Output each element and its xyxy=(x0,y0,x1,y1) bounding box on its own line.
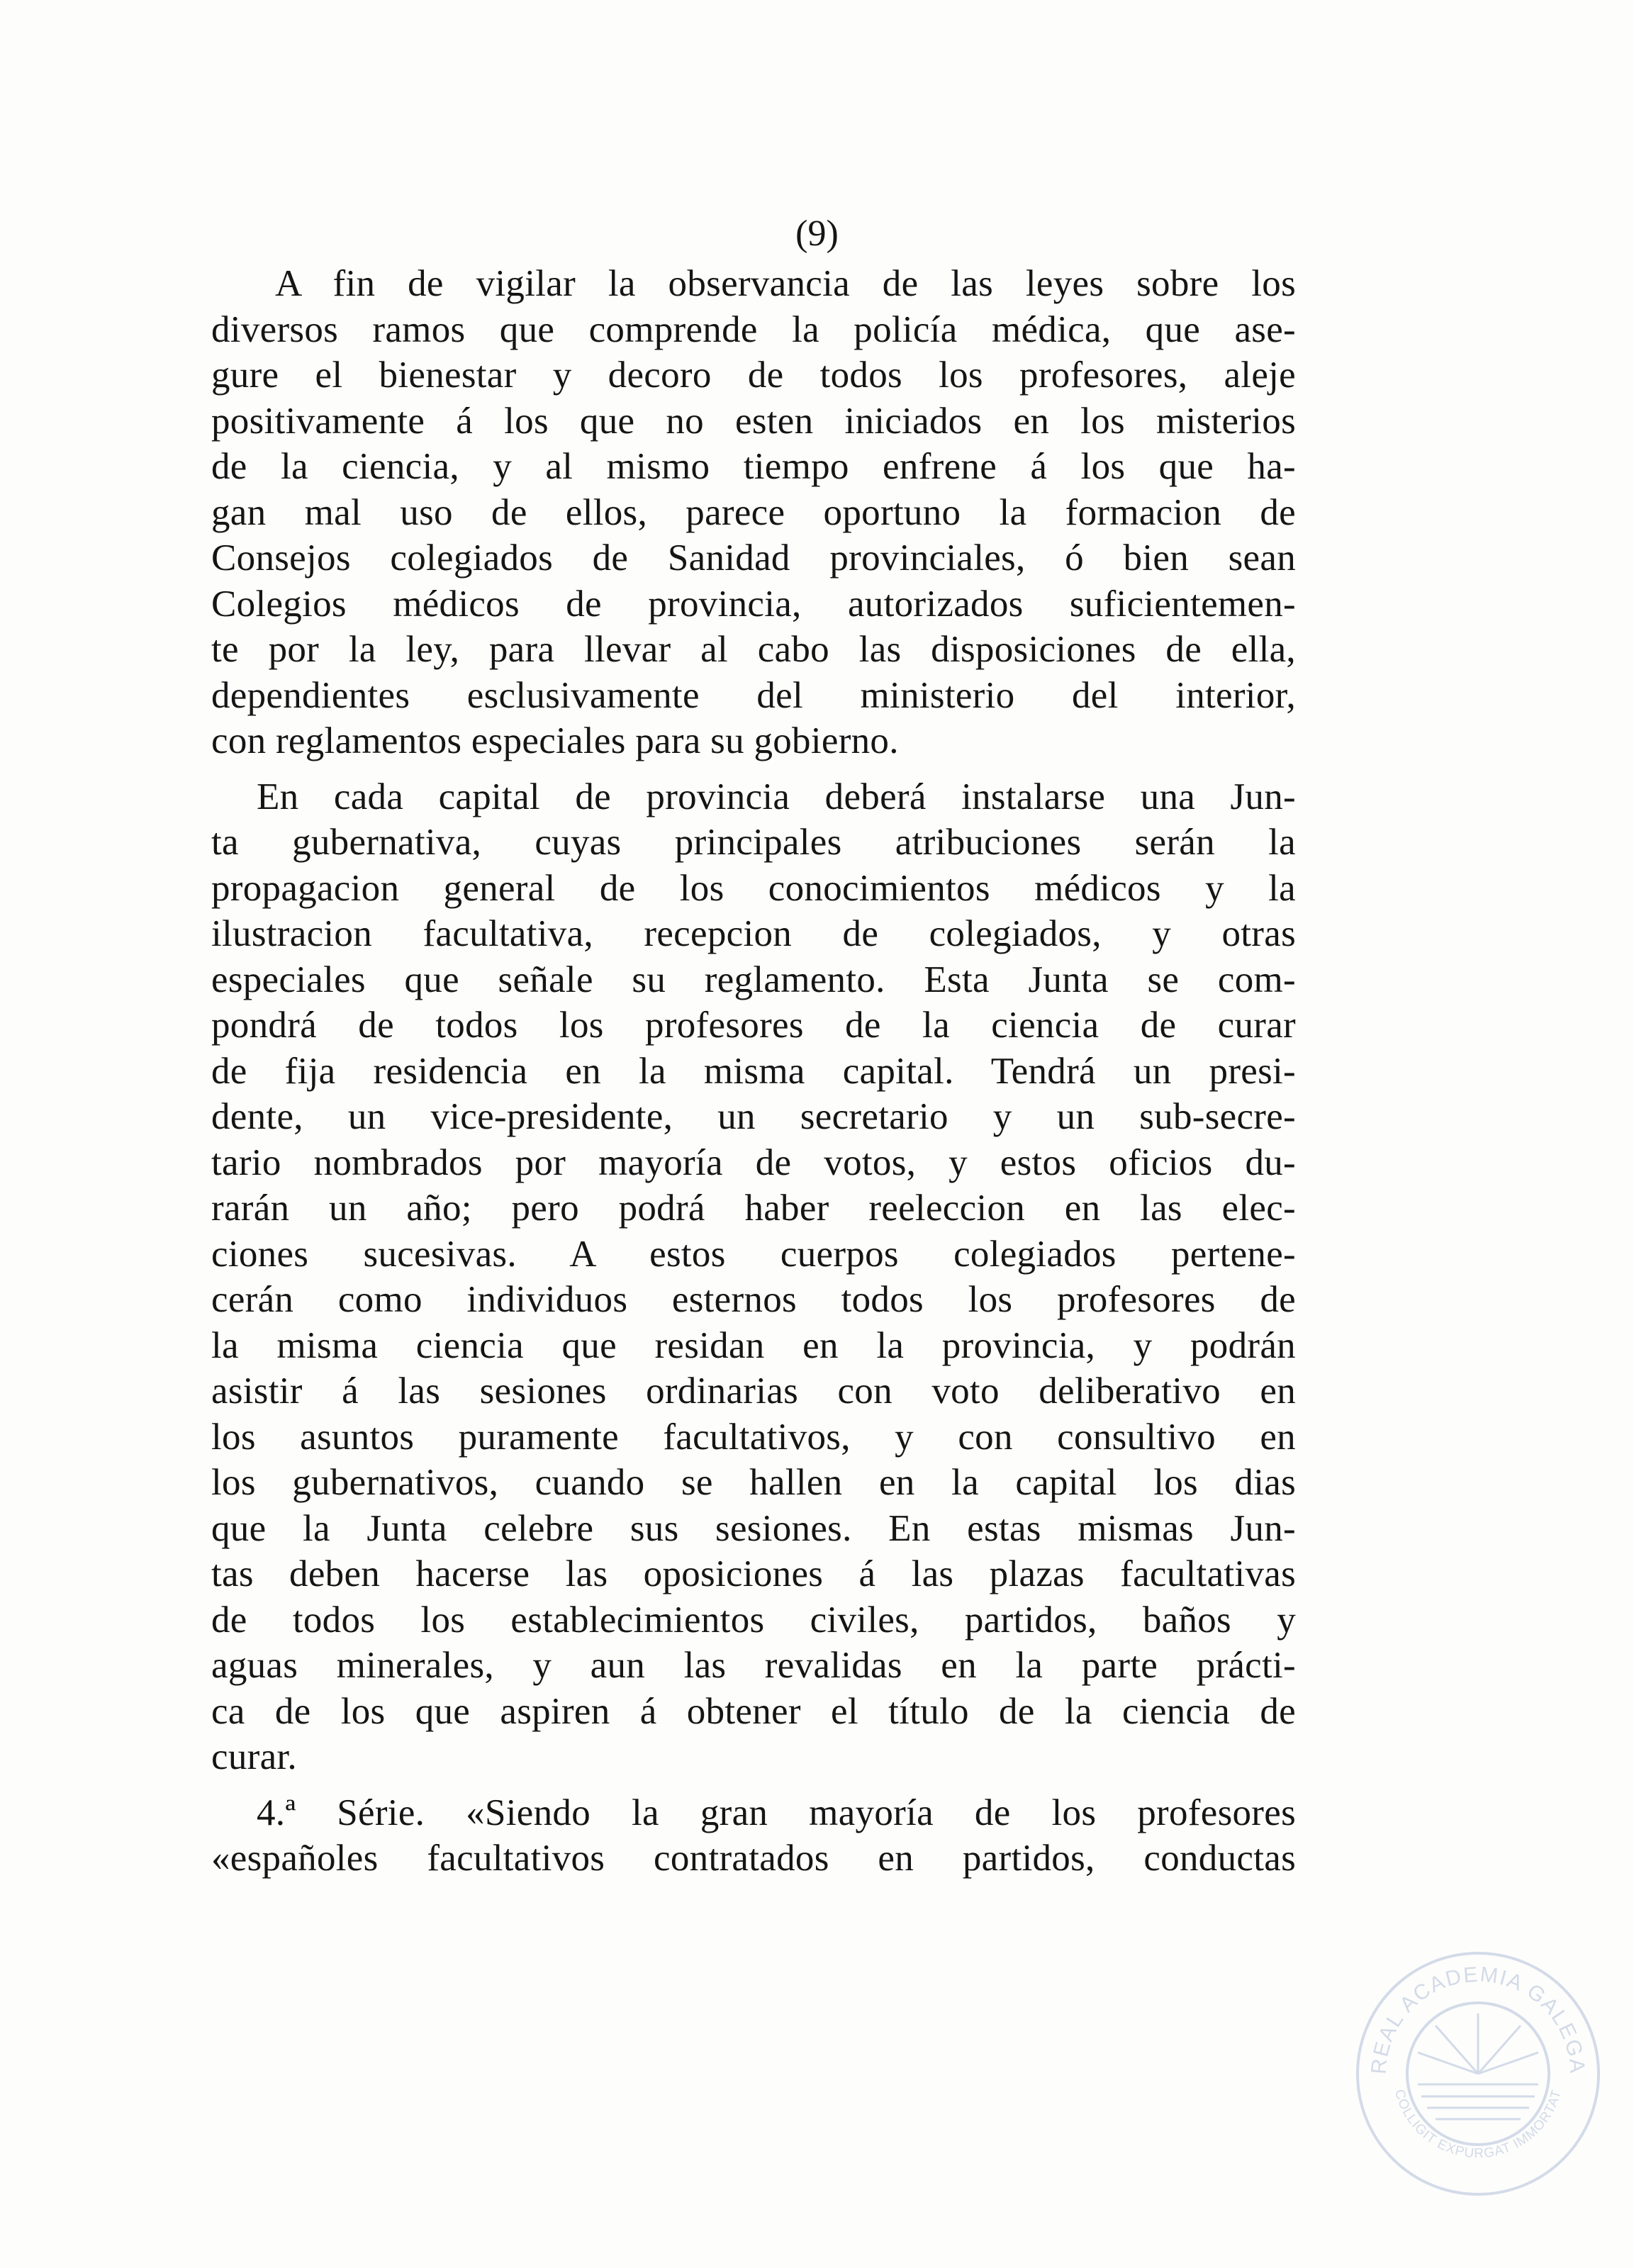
text-line: con reglamentos especiales para su gobierno. xyxy=(211,720,899,761)
text-line: de todos los establecimientos civiles, partidos, baños y xyxy=(211,1599,1296,1641)
page-number: (9) xyxy=(795,213,839,254)
text-line: «españoles facultativos contratados en partidos, conductas xyxy=(211,1838,1296,1879)
text-line: ilustracion facultativa, recepcion de colegiados, y otras xyxy=(211,913,1296,954)
text-line: En cada capital de provincia deberá instalarse una Jun- xyxy=(257,776,1296,817)
text-line: tas deben hacerse las oposiciones á las plazas facultativas xyxy=(211,1553,1296,1594)
text-line: Colegios médicos de provincia, autorizados suficientemen- xyxy=(211,583,1296,625)
academy-seal-stamp xyxy=(1350,1946,1606,2201)
text-line: gure el bienestar y decoro de todos los profesores, aleje xyxy=(211,354,1296,396)
text-line: 4.ª Série. «Siendo la gran mayoría de los profesores xyxy=(257,1792,1296,1833)
text-line: los gubernativos, cuando se hallen en la capital los dias xyxy=(211,1462,1296,1503)
text-line: ta gubernativa, cuyas principales atribuciones serán la xyxy=(211,822,1296,863)
text-line: asistir á las sesiones ordinarias con voto deliberativo en xyxy=(211,1370,1296,1412)
text-line: ciones sucesivas. A estos cuerpos colegiados pertene- xyxy=(211,1233,1296,1275)
text-line: tario nombrados por mayoría de votos, y estos oficios du- xyxy=(211,1141,1296,1183)
text-line: curar. xyxy=(211,1736,297,1777)
body-text xyxy=(211,261,1296,1882)
text-line: de fija residencia en la misma capital. Tendrá un presi- xyxy=(211,1050,1296,1092)
text-line: de la ciencia, y al mismo tiempo enfrene á los que ha- xyxy=(211,446,1296,487)
text-line: que la Junta celebre sus sesiones. En estas mismas Jun- xyxy=(211,1507,1296,1549)
text-line: positivamente á los que no esten iniciados en los misterios xyxy=(211,400,1296,442)
svg-text:COLLIGIT EXPURGAT IMMORTAT xyxy=(1392,2088,1565,2161)
text-line: te por la ley, para llevar al cabo las disposiciones de ella, xyxy=(211,629,1296,670)
text-line: los asuntos puramente facultativos, y con consultivo en xyxy=(211,1416,1296,1458)
text-line: aguas minerales, y aun las revalidas en la parte prácti- xyxy=(211,1645,1296,1686)
text-line: A fin de vigilar la observancia de las leyes sobre los xyxy=(275,263,1296,304)
text-line: dente, un vice-presidente, un secretario y un sub-secre- xyxy=(211,1096,1296,1137)
paragraph-3 xyxy=(211,1790,1296,1882)
text-line: rarán un año; pero podrá haber reeleccion en las elec- xyxy=(211,1188,1296,1229)
text-line: la misma ciencia que residan en la provincia, y podrán xyxy=(211,1324,1296,1366)
text-line: diversos ramos que comprende la policía médica, que ase- xyxy=(211,308,1296,350)
text-line: cerán como individuos esternos todos los profesores de xyxy=(211,1279,1296,1320)
text-line: pondrá de todos los profesores de la ciencia de curar xyxy=(211,1005,1296,1046)
seal-top-text: REAL ACADEMIA GALEGA xyxy=(1367,1962,1589,2075)
text-line: gan mal uso de ellos, parece oportuno la formacion de xyxy=(211,491,1296,533)
paragraph-2 xyxy=(211,774,1296,1780)
paragraph-1 xyxy=(211,261,1296,764)
text-line: dependientes esclusivamente del ministerio del interior, xyxy=(211,674,1296,716)
seal-bottom-text: COLLIGIT EXPURGAT IMMORTAT xyxy=(1391,2087,1565,2162)
text-line: propagacion general de los conocimientos médicos y la xyxy=(211,867,1296,909)
text-line: ca de los que aspiren á obtener el título de la ciencia de xyxy=(211,1690,1296,1732)
text-line: Consejos colegiados de Sanidad provinciales, ó bien sean xyxy=(211,537,1296,579)
text-line: especiales que señale su reglamento. Esta Junta se com- xyxy=(211,959,1296,1000)
